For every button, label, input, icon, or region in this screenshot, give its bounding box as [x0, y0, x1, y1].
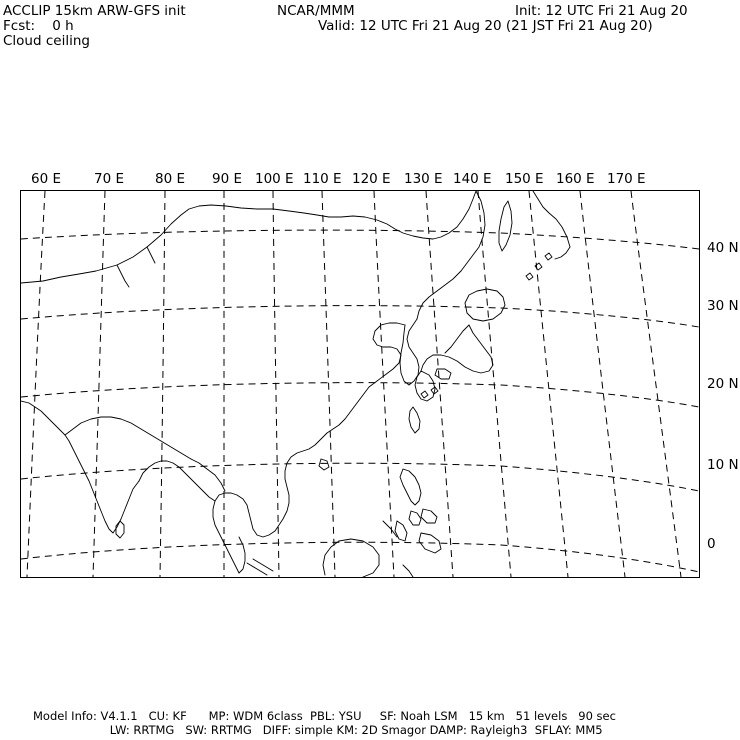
- header-valid-time: Valid: 12 UTC Fri 21 Aug 20 (21 JST Fri 21 Aug 20): [318, 18, 653, 34]
- lon-label-140e: 140 E: [453, 171, 492, 187]
- header-center: NCAR/MMM: [277, 3, 355, 19]
- map-plot-area[interactable]: [20, 190, 700, 578]
- graticule-longitudes: [27, 191, 681, 577]
- lat-label-40n: 40 N: [707, 240, 739, 256]
- lon-label-100e: 100 E: [255, 171, 294, 187]
- lon-label-60e: 60 E: [31, 171, 61, 187]
- lon-label-70e: 70 E: [94, 171, 124, 187]
- lon-label-150e: 150 E: [505, 171, 544, 187]
- graticule-latitudes: [21, 230, 699, 572]
- lat-label-0: 0: [707, 536, 716, 552]
- header-init-time: Init: 12 UTC Fri 21 Aug 20: [515, 3, 688, 19]
- lon-label-160e: 160 E: [556, 171, 595, 187]
- lon-label-80e: 80 E: [155, 171, 185, 187]
- footer-model-info-line1: Model Info: V4.1.1 CU: KF MP: WDM 6class PBL: YSU SF: Noah LSM 15 km 51 levels 90 sec: [33, 709, 616, 723]
- map-canvas: [21, 191, 699, 577]
- lon-label-120e: 120 E: [352, 171, 391, 187]
- header-forecast-hour: Fcst: 0 h: [3, 18, 74, 34]
- lon-label-90e: 90 E: [212, 171, 242, 187]
- lon-label-130e: 130 E: [404, 171, 443, 187]
- lat-label-10n: 10 N: [707, 457, 739, 473]
- lon-label-170e: 170 E: [607, 171, 646, 187]
- lat-label-30n: 30 N: [707, 298, 739, 314]
- header-model-line: ACCLIP 15km ARW-GFS init: [3, 3, 186, 19]
- lon-label-110e: 110 E: [303, 171, 342, 187]
- coastlines: [21, 191, 570, 577]
- header-field-name: Cloud ceiling: [3, 33, 90, 49]
- lat-label-20n: 20 N: [707, 376, 739, 392]
- footer-model-info-line2: LW: RRTMG SW: RRTMG DIFF: simple KM: 2D Smagor DAMP: Rayleigh3 SFLAY: MM5: [33, 723, 603, 737]
